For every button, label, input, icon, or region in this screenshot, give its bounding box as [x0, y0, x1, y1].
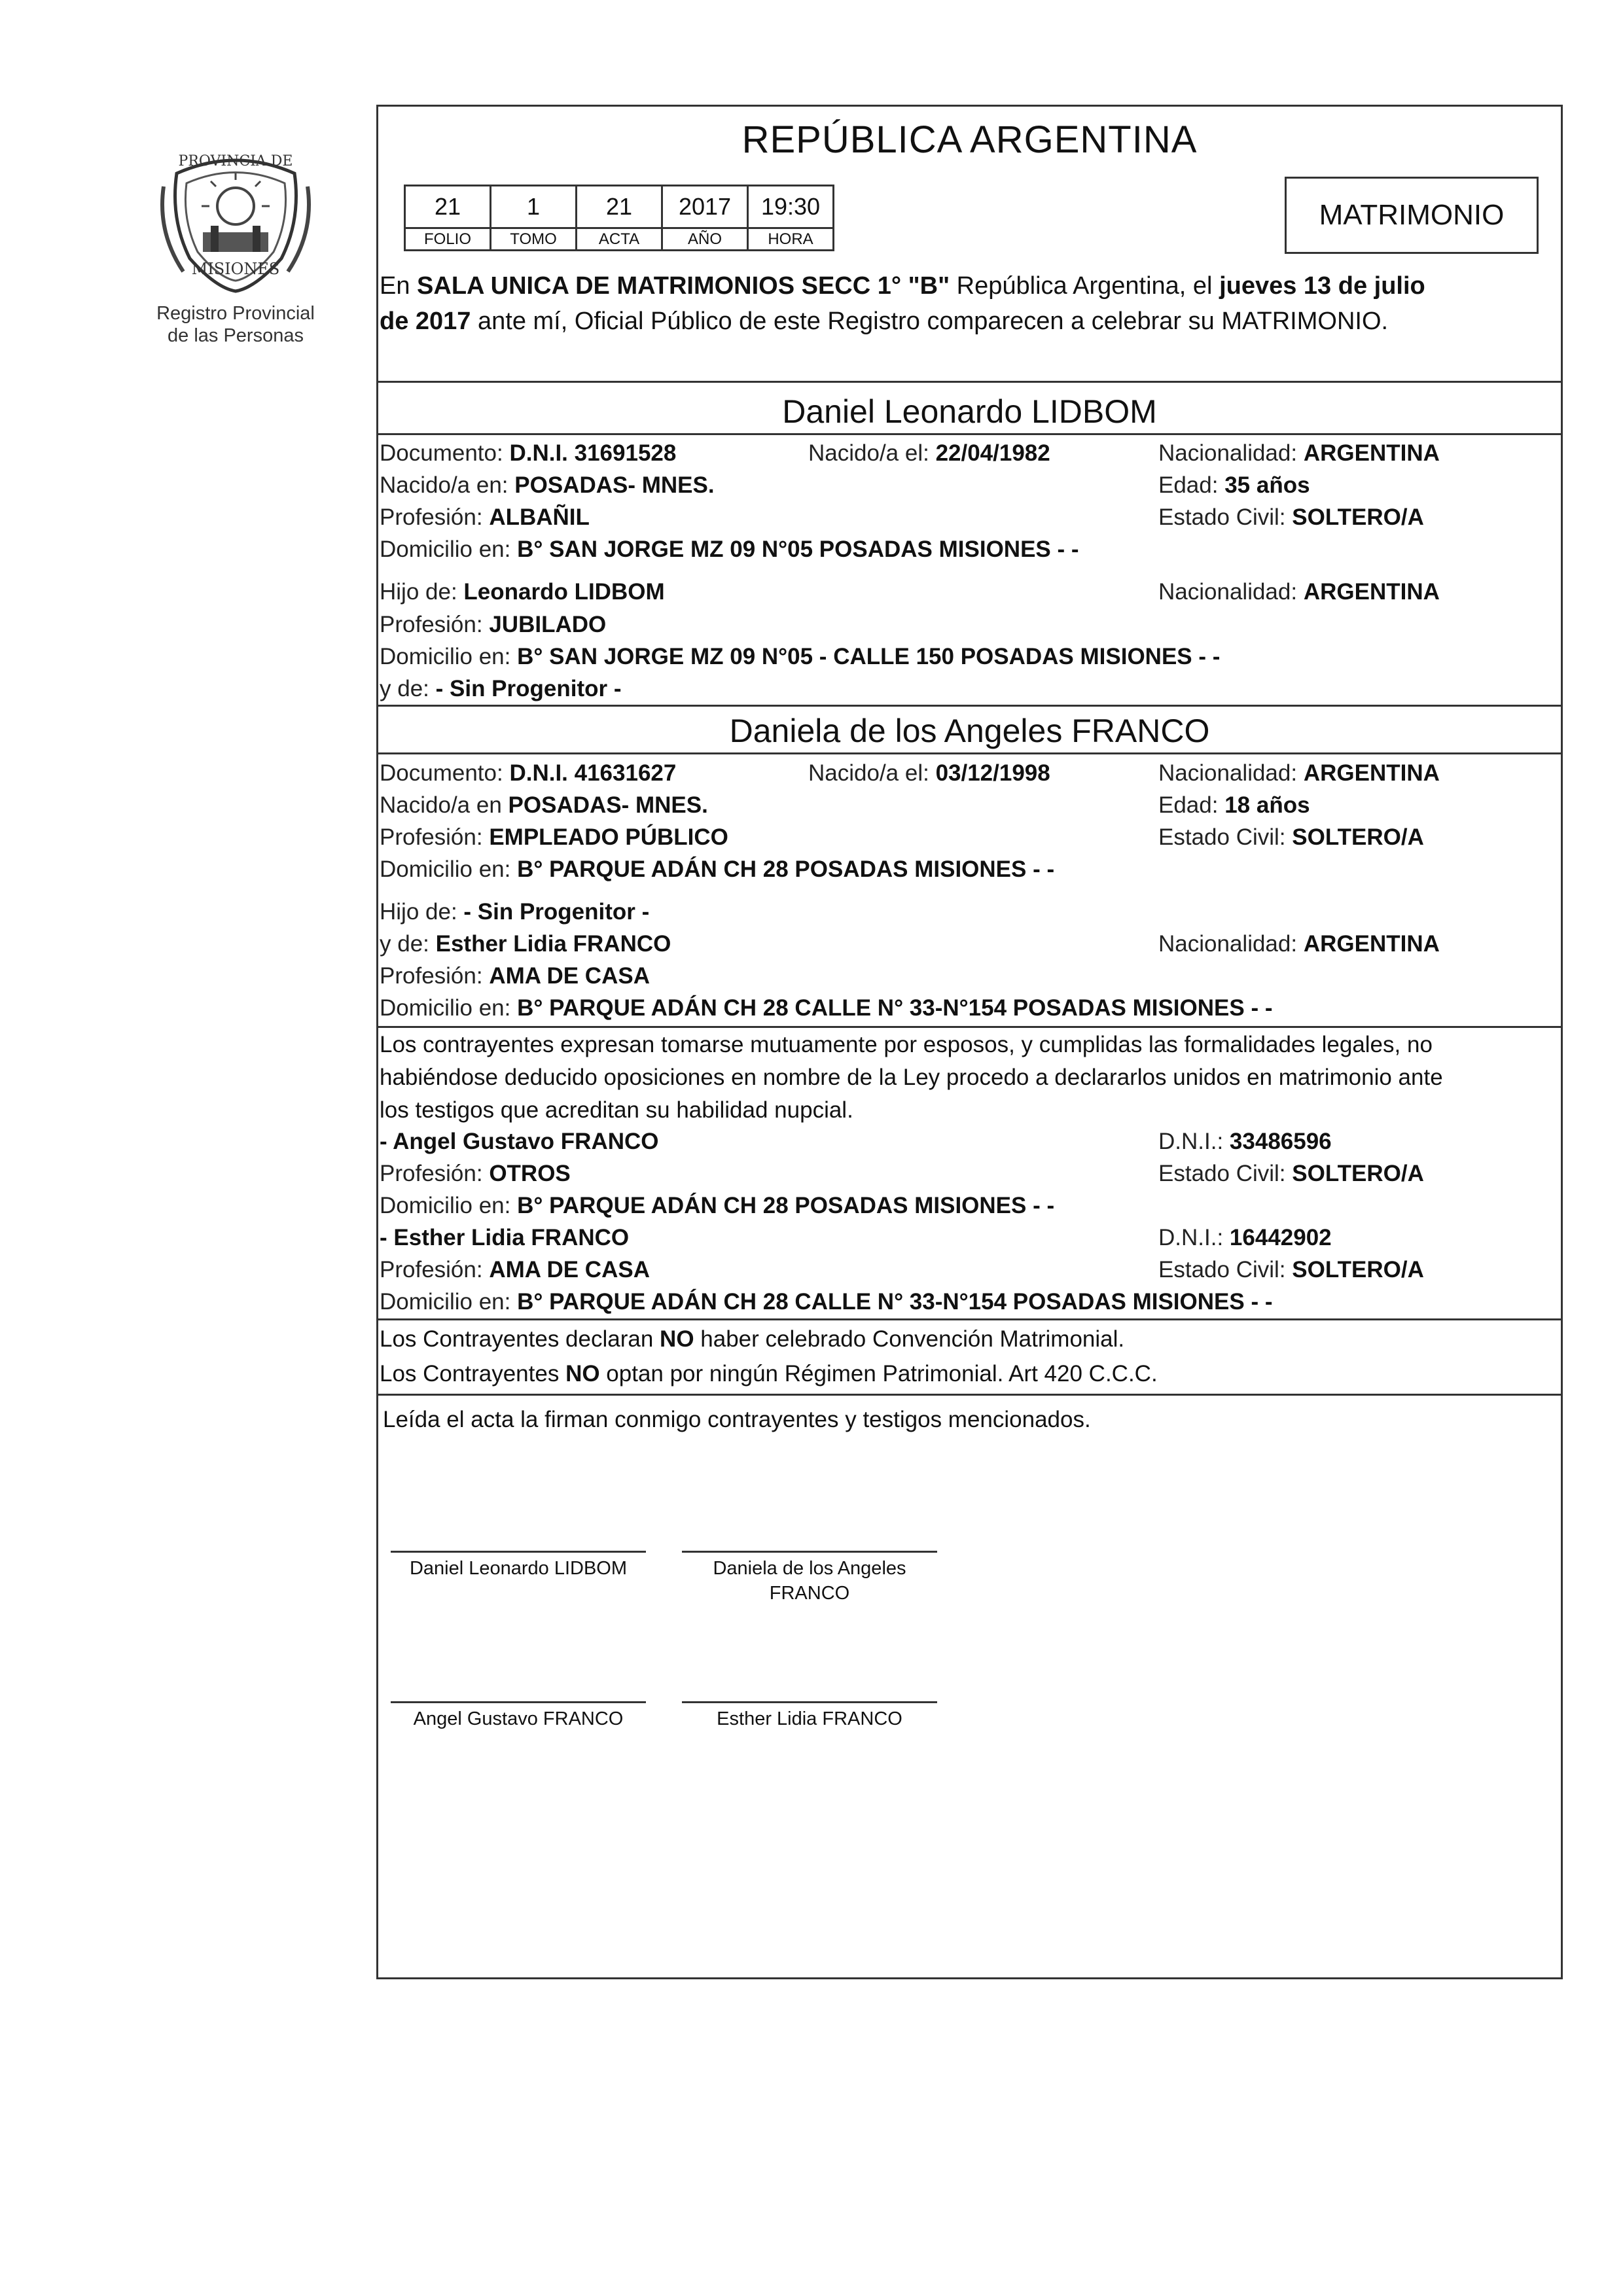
signature-label-witness-2: Esther Lidia FRANCO: [717, 1708, 902, 1729]
divider: [376, 1394, 1563, 1396]
declaration-text: Los contrayentes expresan tomarse mutuamente por esposos, y cumplidas las formalidades legales, no habiéndose deducido oposiciones en nombre de la Ley procedo a declararlos unidos en matrimonio ante los testigos que acreditan su habilidad nupcial.: [380, 1032, 1443, 1123]
registry-name: Registro Provincial de las Personas: [156, 303, 315, 346]
witness-2-profession: Profesión: AMA DE CASA: [380, 1257, 650, 1282]
bride-nationality: Nacionalidad: ARGENTINA: [1158, 760, 1440, 786]
hour-value: 19:30: [748, 186, 834, 228]
groom-father-address: Domicilio en: B° SAN JORGE MZ 09 N°05 - CALLE 150 POSADAS MISIONES - -: [380, 644, 1221, 669]
tomo-value: 1: [491, 186, 577, 228]
groom-document: Documento: D.N.I. 31691528: [380, 440, 677, 466]
bride-mother-nationality: Nacionalidad: ARGENTINA: [1158, 931, 1440, 957]
groom-profession: Profesión: ALBAÑIL: [380, 504, 590, 530]
bride-name: Daniela de los Angeles FRANCO: [729, 713, 1210, 749]
bride-mother-profession: Profesión: AMA DE CASA: [380, 963, 650, 989]
groom-birth-date: Nacido/a el: 22/04/1982: [808, 440, 1050, 466]
witness-1-name: - Angel Gustavo FRANCO: [380, 1129, 659, 1154]
signature-line: [391, 1701, 646, 1703]
groom-father-profession: Profesión: JUBILADO: [380, 612, 607, 637]
year-label: AÑO: [662, 228, 748, 251]
divider: [376, 1318, 1563, 1320]
divider: [376, 705, 1563, 707]
divider: [376, 1026, 1563, 1028]
witness-1-civil-status: Estado Civil: SOLTERO/A: [1158, 1161, 1424, 1186]
bride-birth-date: Nacido/a el: 03/12/1998: [808, 760, 1050, 786]
year-value: 2017: [662, 186, 748, 228]
signature-label-groom: Daniel Leonardo LIDBOM: [409, 1558, 628, 1579]
witness-2-civil-status: Estado Civil: SOLTERO/A: [1158, 1257, 1424, 1282]
bride-mother: y de: Esther Lidia FRANCO: [380, 931, 671, 957]
svg-text:MISIONES: MISIONES: [191, 260, 280, 278]
svg-text:PROVINCIA DE: PROVINCIA DE: [178, 153, 293, 169]
tomo-label: TOMO: [491, 228, 577, 251]
bride-document: Documento: D.N.I. 41631627: [380, 760, 677, 786]
signature-line: [391, 1551, 646, 1553]
signature-label-witness-1: Angel Gustavo FRANCO: [413, 1708, 624, 1729]
bride-birthplace: Nacido/a en POSADAS- MNES.: [380, 792, 708, 818]
witness-1-dni: D.N.I.: 33486596: [1158, 1129, 1332, 1154]
country-title: REPÚBLICA ARGENTINA: [741, 118, 1198, 161]
bride-age: Edad: 18 años: [1158, 792, 1310, 818]
reading-statement: Leída el acta la firman conmigo contrayentes y testigos mencionados.: [383, 1407, 1091, 1432]
groom-name: Daniel Leonardo LIDBOM: [782, 393, 1157, 430]
divider: [376, 433, 1563, 435]
signature-label-bride: Daniela de los Angeles FRANCO: [713, 1558, 906, 1604]
witness-2-address: Domicilio en: B° PARQUE ADÁN CH 28 CALLE N° 33-N°154 POSADAS MISIONES - -: [380, 1289, 1273, 1315]
witness-1-profession: Profesión: OTROS: [380, 1161, 571, 1186]
signature-line: [682, 1701, 937, 1703]
act-type-box: MATRIMONIO: [1285, 177, 1539, 254]
bride-profession: Profesión: EMPLEADO PÚBLICO: [380, 824, 728, 850]
groom-address: Domicilio en: B° SAN JORGE MZ 09 N°05 POSADAS MISIONES - -: [380, 537, 1079, 562]
intro-paragraph: En SALA UNICA DE MATRIMONIOS SECC 1° "B" República Argentina, el jueves 13 de julio de 2017 ante mí, Oficial Público de este Registro comparecen a celebrar su MATRIMONIO.: [380, 272, 1425, 335]
bride-address: Domicilio en: B° PARQUE ADÁN CH 28 POSADAS MISIONES - -: [380, 857, 1055, 882]
provincial-seal-logo: [157, 134, 314, 298]
acta-label: ACTA: [577, 228, 662, 251]
divider: [376, 752, 1563, 754]
witness-1-address: Domicilio en: B° PARQUE ADÁN CH 28 POSADAS MISIONES - -: [380, 1193, 1055, 1218]
acta-value: 21: [577, 186, 662, 228]
patrimonial-regime-statement: Los Contrayentes NO optan por ningún Régimen Patrimonial. Art 420 C.C.C.: [380, 1361, 1158, 1386]
hour-label: HORA: [748, 228, 834, 251]
groom-age: Edad: 35 años: [1158, 472, 1310, 498]
folio-value: 21: [405, 186, 491, 228]
signature-line: [682, 1551, 937, 1553]
bride-civil-status: Estado Civil: SOLTERO/A: [1158, 824, 1424, 850]
record-table: [404, 185, 834, 251]
groom-nationality: Nacionalidad: ARGENTINA: [1158, 440, 1440, 466]
divider: [376, 381, 1563, 383]
groom-mother: y de: - Sin Progenitor -: [380, 676, 622, 701]
bride-mother-address: Domicilio en: B° PARQUE ADÁN CH 28 CALLE N° 33-N°154 POSADAS MISIONES - -: [380, 995, 1273, 1021]
convention-statement: Los Contrayentes declaran NO haber celebrado Convención Matrimonial.: [380, 1326, 1125, 1352]
witness-2-dni: D.N.I.: 16442902: [1158, 1225, 1332, 1250]
groom-father-nationality: Nacionalidad: ARGENTINA: [1158, 579, 1440, 605]
groom-civil-status: Estado Civil: SOLTERO/A: [1158, 504, 1424, 530]
witness-2-name: - Esther Lidia FRANCO: [380, 1225, 630, 1250]
folio-label: FOLIO: [405, 228, 491, 251]
groom-birthplace: Nacido/a en: POSADAS- MNES.: [380, 472, 715, 498]
bride-father: Hijo de: - Sin Progenitor -: [380, 899, 650, 925]
groom-father: Hijo de: Leonardo LIDBOM: [380, 579, 665, 605]
